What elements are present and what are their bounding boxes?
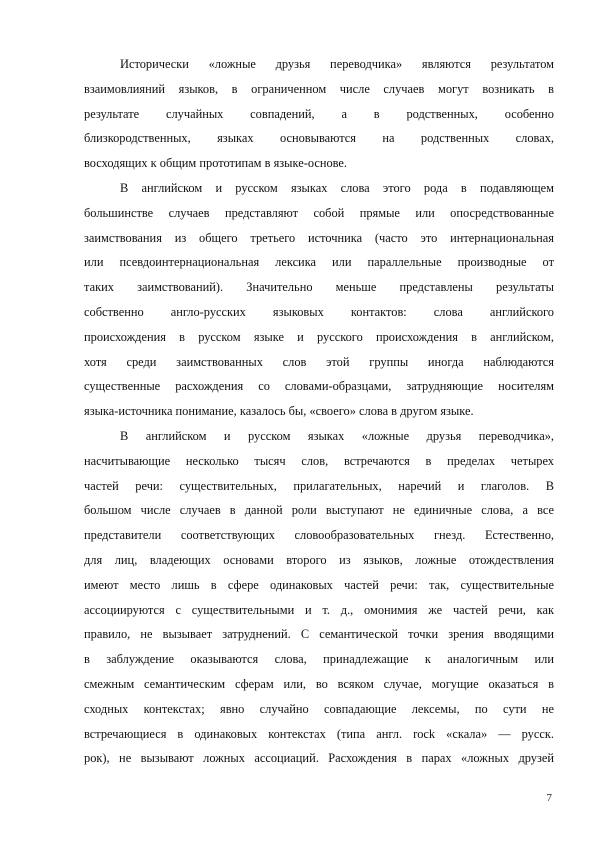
text-line: языка-источника понимание, казалось бы, «своего» слова в другом языке. bbox=[84, 404, 474, 419]
text-line: в заблуждение оказываются слова, принадлежащие к аналогичным или bbox=[84, 652, 554, 667]
text-line: хотя среди заимствованных слов этой группы иногда наблюдаются bbox=[84, 354, 554, 369]
text-line: большинстве случаев представляют собой прямые или опосредствованные bbox=[84, 205, 554, 220]
text-line: правило, не вызывает затруднений. С семантической точки зрения вводящими bbox=[84, 627, 554, 642]
text-line: восходящих к общим прототипам в языке-основе. bbox=[84, 156, 348, 171]
text-line: большом числе случаев в данной роли выступают не единичные слова, а все bbox=[84, 503, 554, 518]
text-line: представители соответствующих словообразовательных гнезд. Естественно, bbox=[84, 528, 554, 543]
page-number: 7 bbox=[546, 792, 552, 804]
text-line: для лиц, владеющих основами второго из языков, ложные отождествления bbox=[84, 552, 554, 567]
text-line: рок), не вызывают ложных ассоциаций. Расхождения в парах «ложных друзей bbox=[84, 751, 554, 766]
text-line: Исторически «ложные друзья переводчика» являются результатом bbox=[120, 57, 554, 71]
text-line: В английском и русском языках слова этого рода в подавляющем bbox=[120, 180, 554, 195]
text-line: насчитывающие несколько тысяч слов, встречаются в пределах четырех bbox=[84, 453, 554, 468]
text-line: взаимовлияний языков, в ограниченном числе случаев могут возникать в bbox=[84, 81, 554, 96]
text-line: результате случайных совпадений, а в родственных, особенно bbox=[84, 106, 554, 121]
text-line: таких заимствований). Значительно меньше представлены результаты bbox=[84, 280, 554, 295]
text-line: В английском и русском языках «ложные друзья переводчика», bbox=[120, 428, 554, 443]
text-line: собственно англо-русских языковых контактов: слова английского bbox=[84, 304, 554, 319]
text-line: близкородственных, языках основываются на родственных словах, bbox=[84, 131, 554, 146]
text-line: происхождения в русском языке и русского происхождения в английском, bbox=[84, 329, 554, 344]
paragraph-3 bbox=[84, 424, 554, 771]
text-line: имеют место лишь в сфере одинаковых частей речи: так, существительные bbox=[84, 577, 554, 592]
text-line: ассоциируются с существительными и т. д., омонимия же частей речи, как bbox=[84, 602, 554, 617]
text-line: частей речи: существительных, прилагательных, наречий и глаголов. В bbox=[84, 478, 554, 493]
paragraph-1 bbox=[84, 52, 554, 176]
text-line: существенные расхождения со словами-образцами, затрудняющие носителям bbox=[84, 379, 554, 394]
text-line: встречающиеся в одинаковых контекстах (типа англ. rock «скала» — русск. bbox=[84, 726, 554, 741]
text-line: заимствования из общего третьего источника (часто это интернациональная bbox=[84, 230, 554, 245]
text-line: смежным семантическим сферам или, во всяком случае, могущие оказаться в bbox=[84, 676, 554, 691]
text-line: или псевдоинтернациональная лексика или параллельные производные от bbox=[84, 255, 554, 270]
text-line: сходных контекстах; явно случайно совпадающие лексемы, по сути не bbox=[84, 701, 554, 716]
document-body bbox=[84, 52, 554, 771]
paragraph-2 bbox=[84, 176, 554, 424]
